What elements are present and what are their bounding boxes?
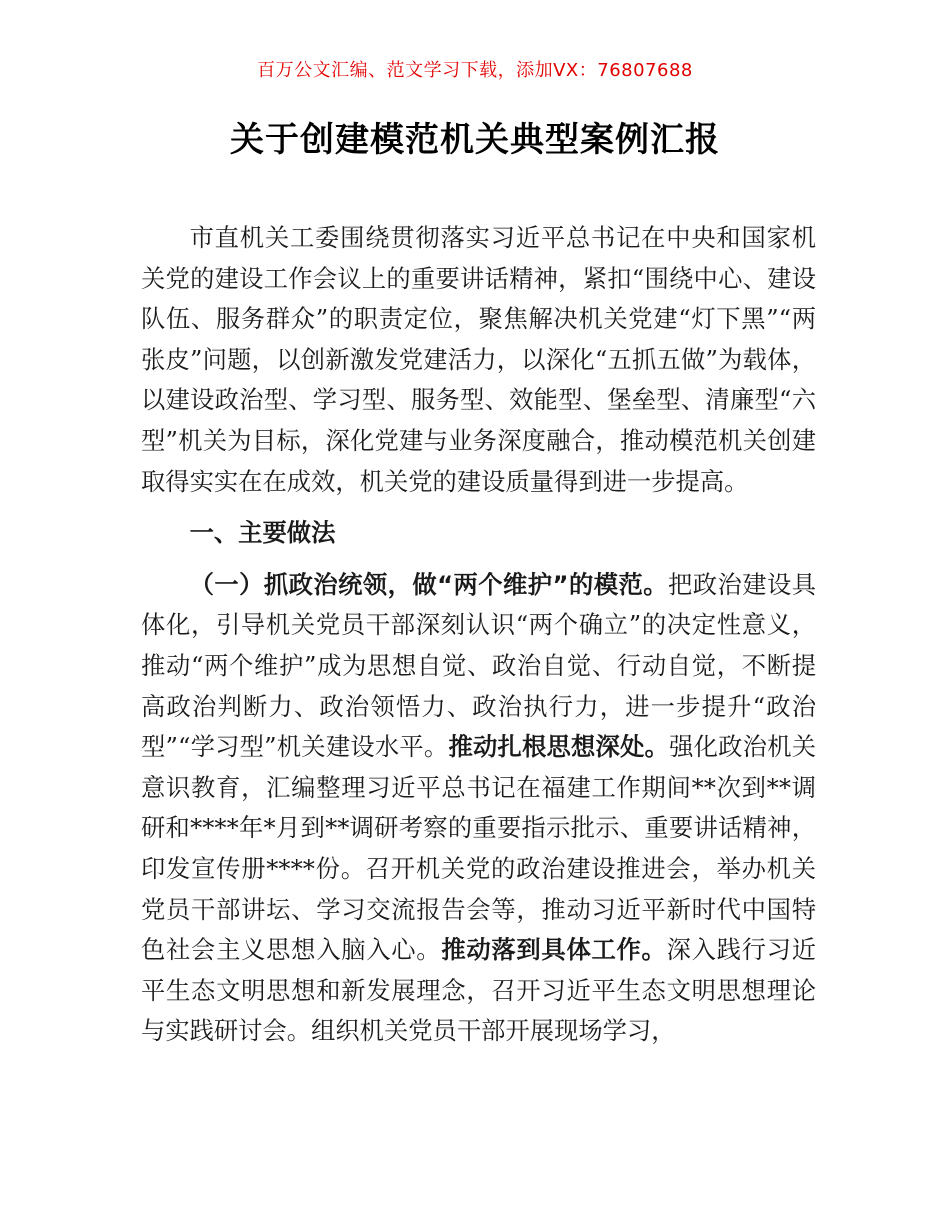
paragraph-text: 把政治建设具体化，引导机关党员干部深刻认识“两个确立”的决定性意义，推动“两个维护”成为思想自觉、政治自觉、行动自觉，不断提高政治判断力、政治领悟力、政治执行力，进一步提升“政治型”“学习型”机关建设水平。 — [141, 569, 817, 762]
bold-lead: 推动扎根思想深处。 — [448, 732, 670, 762]
section-heading: 一、主要做法 — [189, 518, 336, 548]
section-paragraph — [141, 565, 816, 1052]
page-title: 关于创建模范机关典型案例汇报 — [230, 120, 720, 160]
document-body — [141, 218, 816, 1052]
paragraph-text: 深入践行习近平生态文明思想和新发展理念，召开习近平生态文明思想理论与实践研讨会。组织机关党员干部开展现场学习， — [141, 935, 817, 1046]
subsection-title: （一）抓政治统领，做“两个维护”的模范。 — [189, 569, 668, 599]
bold-lead: 推动落到具体工作。 — [441, 935, 667, 965]
watermark-banner: 百万公文汇编、范文学习下载，添加VX：76807688 — [257, 60, 693, 81]
intro-paragraph: 市直机关工委围绕贯彻落实习近平总书记在中央和国家机关党的建设工作会议上的重要讲话精神，紧扣“围绕中心、建设队伍、服务群众”的职责定位，聚焦解决机关党建“灯下黑”“两张皮”问题，以创新激发党建活力，以深化“五抓五做”为载体，以建设政治型、学习型、服务型、效能型、堡垒型、清廉型“六型”机关为目标，深化党建与业务深度融合，推动模范机关创建取得实实在在成效，机关党的建设质量得到进一步提高。 — [141, 223, 816, 496]
paragraph-text: 强化政治机关意识教育，汇编整理习近平总书记在福建工作期间**次到**调研和****年*月到**调研考察的重要指示批示、重要讲话精神，印发宣传册****份。召开机关党的政治建设推进会，举办机关党员干部讲坛、学习交流报告会等，推动习近平新时代中国特色社会主义思想入脑入心。 — [141, 732, 817, 965]
